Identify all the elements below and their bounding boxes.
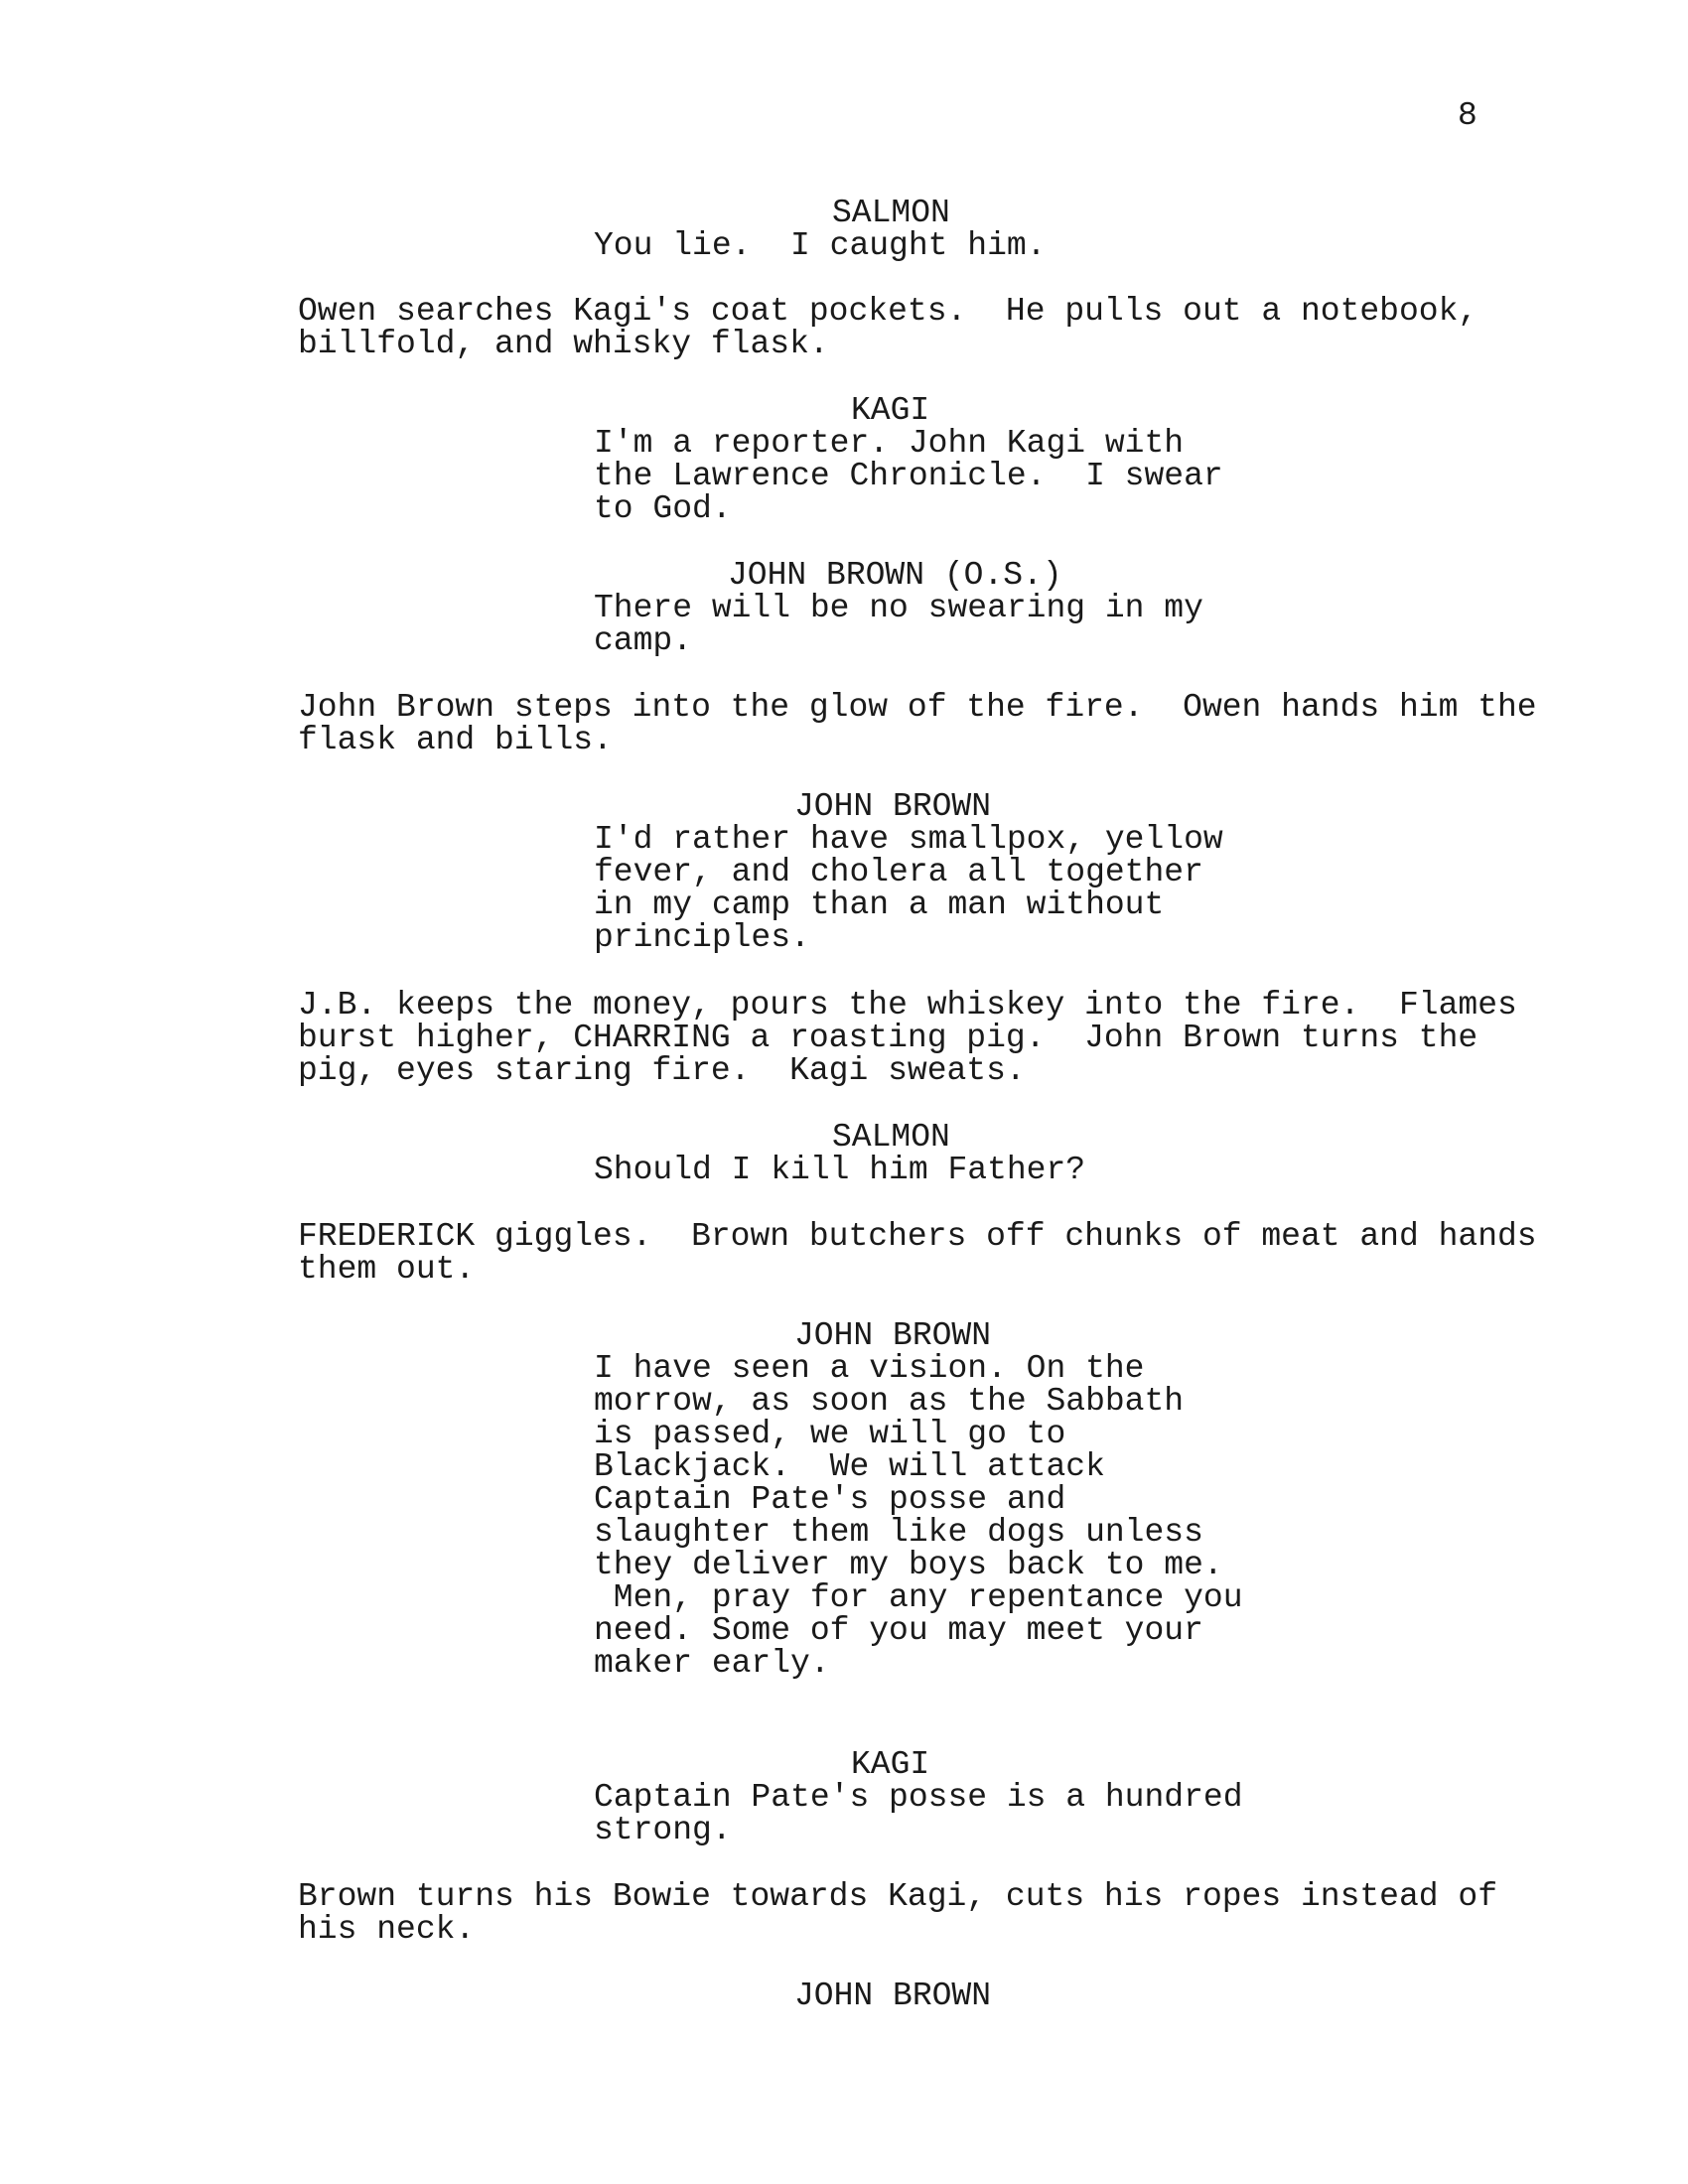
dialogue-john-brown-vision [594, 1350, 1243, 1682]
action-jb-keeps-money [298, 987, 1517, 1089]
dialogue-line: fever, and cholera all together [594, 854, 1203, 890]
character-name-kagi: KAGI [851, 1746, 930, 1783]
dialogue-salmon-kill [594, 1154, 1209, 1186]
dialogue-line: maker early. [594, 1645, 830, 1682]
action-line: J.B. keeps the money, pours the whiskey into the fire. Flames [298, 987, 1517, 1024]
dialogue-line: camp. [594, 622, 693, 659]
character-name-salmon: SALMON [832, 195, 950, 231]
dialogue-john-brown-smallpox [594, 821, 1223, 956]
dialogue-line: need. Some of you may meet your [594, 1612, 1203, 1649]
character-name-john-brown: JOHN BROWN [794, 1978, 992, 2014]
dialogue-kagi-posse [594, 1779, 1243, 1848]
action-brown-turns-bowie [298, 1880, 1509, 1946]
action-frederick-giggles [298, 1218, 1537, 1288]
dialogue-line: principles. [594, 919, 810, 956]
dialogue-line: is passed, we will go to [594, 1416, 1066, 1452]
dialogue-line: Men, pray for any repentance you [594, 1579, 1243, 1616]
dialogue-line: Should I kill him Father? [594, 1152, 1086, 1188]
page-number: 8 [1458, 97, 1477, 134]
dialogue-line: I have seen a vision. On the [594, 1350, 1145, 1387]
dialogue-line: You lie. I caught him. [594, 227, 1047, 264]
dialogue-john-brown-os [594, 592, 1209, 657]
action-owen-searches [298, 295, 1509, 360]
dialogue-line: they deliver my boys back to me. [594, 1547, 1223, 1583]
action-john-brown-steps [298, 689, 1537, 758]
character-name-kagi: KAGI [851, 392, 930, 429]
action-line: billfold, and whisky flask. [298, 326, 829, 362]
dialogue-kagi [594, 425, 1223, 527]
dialogue-line: the Lawrence Chronicle. I swear [594, 458, 1223, 494]
dialogue-line: There will be no swearing in my [594, 590, 1203, 626]
dialogue-line: Captain Pate's posse and [594, 1481, 1066, 1518]
action-line: pig, eyes staring fire. Kagi sweats. [298, 1052, 1026, 1089]
action-line: John Brown steps into the glow of the fire. Owen hands him the [298, 689, 1537, 726]
dialogue-salmon [594, 229, 1209, 262]
dialogue-line: in my camp than a man without [594, 887, 1165, 923]
dialogue-line: Captain Pate's posse is a hundred [594, 1779, 1243, 1816]
action-line: his neck. [298, 1911, 476, 1948]
character-name-john-brown-os: JOHN BROWN (O.S.) [728, 557, 1062, 594]
action-line: Brown turns his Bowie towards Kagi, cuts his ropes instead of [298, 1878, 1497, 1915]
dialogue-line: Blackjack. We will attack [594, 1448, 1105, 1485]
dialogue-line: slaughter them like dogs unless [594, 1514, 1203, 1551]
character-name-john-brown: JOHN BROWN [794, 1317, 992, 1354]
action-line: flask and bills. [298, 722, 613, 758]
character-name-salmon: SALMON [832, 1119, 950, 1156]
dialogue-line: I'm a reporter. John Kagi with [594, 425, 1185, 462]
dialogue-line: I'd rather have smallpox, yellow [594, 821, 1223, 858]
dialogue-line: to God. [594, 490, 732, 527]
action-line: them out. [298, 1251, 476, 1288]
action-line: Owen searches Kagi's coat pockets. He pulls out a notebook, [298, 293, 1478, 330]
action-line: FREDERICK giggles. Brown butchers off chunks of meat and hands [298, 1218, 1537, 1255]
action-line: burst higher, CHARRING a roasting pig. John Brown turns the [298, 1020, 1478, 1056]
dialogue-line: strong. [594, 1812, 732, 1848]
dialogue-line: morrow, as soon as the Sabbath [594, 1383, 1185, 1420]
character-name-john-brown: JOHN BROWN [794, 788, 992, 825]
